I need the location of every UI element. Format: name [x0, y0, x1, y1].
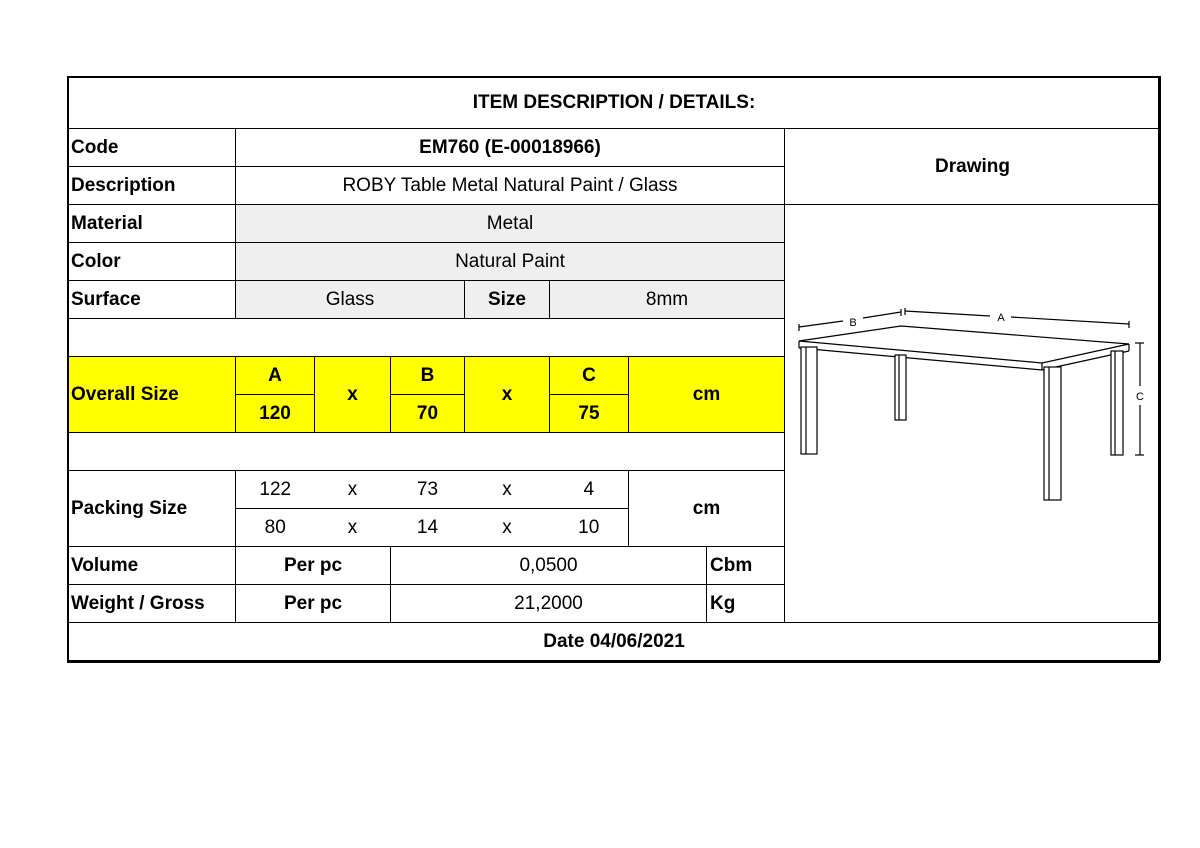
description-value: ROBY Table Metal Natural Paint / Glass [236, 167, 785, 205]
overall-unit: cm [629, 357, 785, 433]
packing-2-a: 80 [236, 509, 315, 547]
packing-1-x2: x [465, 471, 550, 509]
drawing-header: Drawing [785, 129, 1161, 205]
sheet-title: ITEM DESCRIPTION / DETAILS: [68, 77, 1161, 129]
packing-1-a: 122 [236, 471, 315, 509]
volume-per: Per pc [236, 547, 391, 585]
dim-c-label: C [1136, 391, 1144, 403]
volume-label: Volume [68, 547, 236, 585]
table-drawing-icon [785, 205, 1160, 621]
code-row [68, 129, 1161, 167]
title-row [68, 77, 1161, 129]
dim-a-label: A [997, 312, 1005, 324]
code-label: Code [68, 129, 236, 167]
color-label: Color [68, 243, 236, 281]
spacer-cell-2 [68, 433, 785, 471]
size-value: 8mm [550, 281, 785, 319]
item-details-sheet [67, 76, 1160, 663]
overall-size-label: Overall Size [68, 357, 236, 433]
material-label: Material [68, 205, 236, 243]
color-value: Natural Paint [236, 243, 785, 281]
overall-x-1: x [315, 357, 391, 433]
packing-2-x1: x [315, 509, 391, 547]
overall-a-label: A [236, 357, 315, 395]
size-label: Size [465, 281, 550, 319]
overall-b-label: B [391, 357, 465, 395]
surface-label: Surface [68, 281, 236, 319]
weight-value: 21,2000 [391, 585, 707, 623]
description-label: Description [68, 167, 236, 205]
weight-unit: Kg [707, 585, 785, 623]
footer-row [68, 623, 1161, 661]
weight-label: Weight / Gross [68, 585, 236, 623]
date-footer: Date 04/06/2021 [68, 623, 1161, 661]
code-value: EM760 (E-00018966) [236, 129, 785, 167]
overall-b-value: 70 [391, 395, 465, 433]
drawing-cell [785, 205, 1161, 623]
packing-size-label: Packing Size [68, 471, 236, 547]
overall-a-value: 120 [236, 395, 315, 433]
packing-2-b: 14 [391, 509, 465, 547]
packing-1-b: 73 [391, 471, 465, 509]
item-details-table [67, 76, 1161, 661]
overall-c-value: 75 [550, 395, 629, 433]
surface-value: Glass [236, 281, 465, 319]
packing-1-c: 4 [550, 471, 629, 509]
volume-value: 0,0500 [391, 547, 707, 585]
packing-unit: cm [629, 471, 785, 547]
packing-2-x2: x [465, 509, 550, 547]
overall-c-label: C [550, 357, 629, 395]
material-row [68, 205, 1161, 243]
volume-unit: Cbm [707, 547, 785, 585]
dim-b-label: B [849, 317, 857, 329]
packing-1-x1: x [315, 471, 391, 509]
packing-2-c: 10 [550, 509, 629, 547]
spacer-cell [68, 319, 785, 357]
weight-per: Per pc [236, 585, 391, 623]
material-value: Metal [236, 205, 785, 243]
overall-x-2: x [465, 357, 550, 433]
